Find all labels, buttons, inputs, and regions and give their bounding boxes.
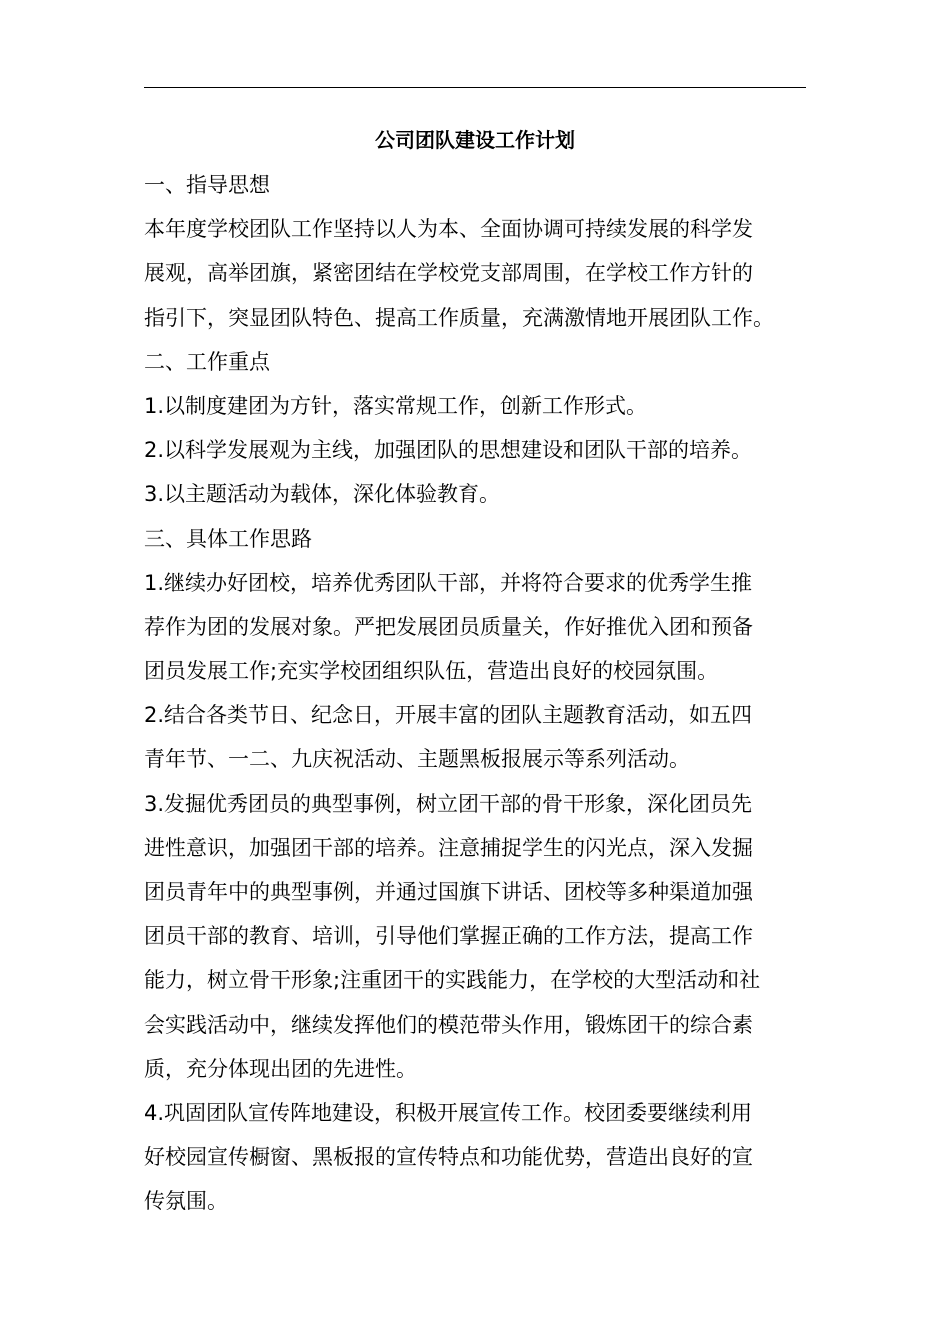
list-item: 2.以科学发展观为主线，加强团队的思想建设和团队干部的培养。 <box>144 438 753 463</box>
document-title: 公司团队建设工作计划 <box>375 128 575 152</box>
paragraph-line: 4.巩固团队宣传阵地建设，积极开展宣传工作。校团委要继续利用 <box>144 1100 753 1125</box>
paragraph-line: 团员干部的教育、培训，引导他们掌握正确的工作方法，提高工作 <box>144 924 753 949</box>
paragraph-line: 进性意识，加强团干部的培养。注意捕捉学生的闪光点，深入发掘 <box>144 835 753 860</box>
list-item: 3.以主题活动为载体，深化体验教育。 <box>144 482 501 507</box>
paragraph-line: 能力，树立骨干形象;注重团干的实践能力，在学校的大型活动和社 <box>144 968 761 993</box>
paragraph-line: 好校园宣传橱窗、黑板报的宣传特点和功能优势，营造出良好的宣 <box>144 1145 753 1170</box>
section-heading-guiding-ideology: 一、指导思想 <box>144 173 270 197</box>
paragraph-line: 1.继续办好团校，培养优秀团队干部，并将符合要求的优秀学生推 <box>144 570 753 595</box>
paragraph-line: 2.结合各类节日、纪念日，开展丰富的团队主题教育活动，如五四 <box>144 703 753 728</box>
section-heading-work-ideas: 三、具体工作思路 <box>144 526 312 551</box>
header-rule <box>144 87 806 88</box>
paragraph-line: 团员发展工作;充实学校团组织队伍，营造出良好的校园氛围。 <box>144 659 719 684</box>
document-body <box>144 163 808 1224</box>
paragraph-line: 展观，高举团旗，紧密团结在学校党支部周围，在学校工作方针的 <box>144 261 753 286</box>
paragraph-line: 3.发掘优秀团员的典型事例，树立团干部的骨干形象，深化团员先 <box>144 791 753 816</box>
paragraph-line: 指引下，突显团队特色、提高工作质量，充满激情地开展团队工作。 <box>144 305 774 330</box>
paragraph-line: 荐作为团的发展对象。严把发展团员质量关，作好推优入团和预备 <box>144 614 753 639</box>
paragraph-line: 会实践活动中，继续发挥他们的模范带头作用，锻炼团干的综合素 <box>144 1012 753 1037</box>
list-item: 1.以制度建团为方针，落实常规工作，创新工作形式。 <box>144 393 648 418</box>
paragraph-line: 传氛围。 <box>144 1189 228 1214</box>
section-heading-work-focus: 二、工作重点 <box>144 349 270 374</box>
paragraph-line: 团员青年中的典型事例，并通过国旗下讲话、团校等多种渠道加强 <box>144 880 753 904</box>
paragraph-line: 青年节、一二、九庆祝活动、主题黑板报展示等系列活动。 <box>144 747 690 772</box>
paragraph-line: 本年度学校团队工作坚持以人为本、全面协调可持续发展的科学发 <box>144 217 753 242</box>
paragraph-line: 质，充分体现出团的先进性。 <box>144 1056 417 1081</box>
